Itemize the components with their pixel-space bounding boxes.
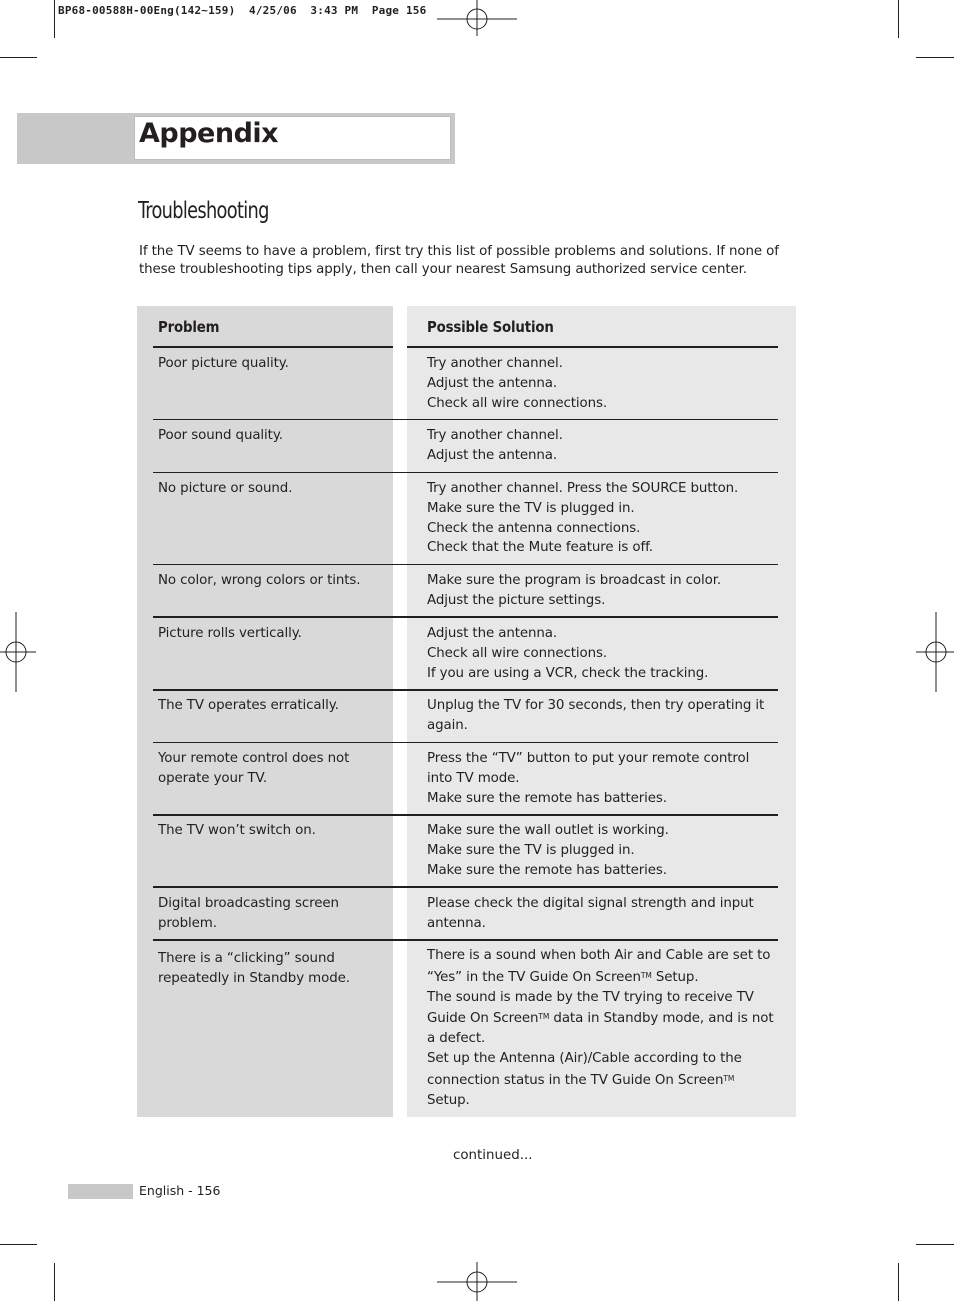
solution-line: Unplug the TV for 30 seconds, then try operating it	[427, 698, 765, 713]
solution-line: a defect.	[427, 1031, 486, 1047]
table-row-problem	[158, 749, 378, 789]
problem-line: problem.	[158, 915, 217, 931]
continued-note: continued...	[453, 1148, 533, 1163]
table-row-solution	[427, 571, 779, 611]
intro-paragraph: If the TV seems to have a problem, first try this list of possible problems and solutions. If none of these troubleshooting tips apply, then call your nearest Samsung authorized service center.	[139, 244, 779, 277]
problem-line: Your remote control does not	[158, 751, 350, 766]
problem-line: No color, wrong colors or tints.	[158, 573, 361, 588]
table-row-solution	[427, 696, 779, 736]
problem-line: repeatedly in Standby mode.	[158, 970, 350, 986]
crop-mark-top-right-v	[898, 0, 899, 38]
solution-line: Make sure the wall outlet is working.	[427, 823, 669, 838]
table-row-problem	[158, 426, 378, 446]
solution-line: Set up the Antenna (Air)/Cable according to the	[427, 1050, 742, 1066]
solution-line: into TV mode.	[427, 770, 520, 786]
problem-line: Digital broadcasting screen	[158, 896, 339, 911]
table-row-problem	[158, 479, 378, 499]
solution-line: Check all wire connections.	[427, 645, 608, 661]
solution-text: Guide On Screen	[427, 1011, 539, 1027]
table-row-problem	[158, 354, 378, 374]
solution-line: Adjust the antenna.	[427, 375, 558, 391]
solution-line: Make sure the TV is plugged in.	[427, 500, 635, 516]
solution-line: Adjust the picture settings.	[427, 592, 606, 608]
row-divider	[153, 564, 778, 565]
row-divider	[153, 886, 778, 888]
solution-line: The sound is made by the TV trying to receive TV	[427, 989, 754, 1005]
solution-line: Make sure the TV is plugged in.	[427, 842, 635, 858]
crop-mark-top-right-h	[916, 57, 954, 58]
table-row-solution	[427, 946, 779, 1110]
table-row-problem	[158, 624, 378, 644]
solution-line: Make sure the program is broadcast in color.	[427, 573, 722, 588]
solution-line: There is a sound when both Air and Cable are set to	[427, 948, 771, 963]
problem-line: There is a “clicking” sound	[158, 951, 335, 966]
solution-line: Check the antenna connections.	[427, 520, 641, 536]
crop-mark-top-left-h	[0, 57, 37, 58]
solution-line: antenna.	[427, 915, 486, 931]
trademark-mark: TM	[640, 970, 652, 980]
crop-mark-bottom-right-h	[916, 1244, 954, 1245]
solution-line: again.	[427, 717, 468, 733]
table-row-solution	[427, 894, 779, 934]
solution-text: “Yes” in the TV Guide On Screen	[427, 969, 641, 985]
solution-line: Try another channel.	[427, 428, 563, 443]
registration-mark-bottom-icon	[437, 1262, 517, 1301]
solution-line: Please check the digital signal strength and input	[427, 896, 754, 911]
table-row-solution	[427, 624, 779, 683]
table-row-problem	[158, 949, 378, 989]
table-row-solution	[427, 749, 779, 808]
solution-line	[427, 1007, 779, 1029]
table-row-solution	[427, 426, 779, 466]
header-rule-right	[407, 346, 778, 348]
row-divider	[153, 689, 778, 691]
table-row-solution	[427, 354, 779, 413]
problem-header: Problem	[158, 318, 220, 336]
footer-bar	[68, 1184, 133, 1199]
solution-line: Make sure the remote has batteries.	[427, 790, 667, 806]
solution-line: Check all wire connections.	[427, 395, 608, 411]
row-divider	[153, 616, 778, 618]
crop-mark-bottom-left-v	[54, 1263, 55, 1301]
solution-header: Possible Solution	[427, 318, 554, 336]
problem-line: Poor picture quality.	[158, 356, 289, 371]
solution-line: Press the “TV” button to put your remote control	[427, 751, 750, 766]
crop-mark-bottom-right-v	[898, 1263, 899, 1301]
problem-line: operate your TV.	[158, 770, 268, 786]
solution-line: Try another channel. Press the SOURCE button.	[427, 481, 739, 496]
header-rule-left	[153, 346, 393, 348]
page-number: English - 156	[139, 1183, 221, 1198]
row-divider	[153, 742, 778, 743]
crop-mark-top-left-v	[54, 0, 55, 38]
table-row-solution	[427, 821, 779, 880]
registration-mark-top-icon	[437, 0, 517, 36]
solution-line: Make sure the remote has batteries.	[427, 862, 667, 878]
solution-line: Adjust the antenna.	[427, 447, 558, 463]
row-divider	[153, 419, 778, 420]
solution-line: Adjust the antenna.	[427, 626, 558, 641]
row-divider	[153, 939, 778, 941]
problem-line: Poor sound quality.	[158, 428, 283, 443]
registration-mark-right-icon	[916, 612, 954, 692]
section-title: Troubleshooting	[138, 198, 269, 224]
solution-line: Try another channel.	[427, 356, 563, 371]
problem-line: The TV operates erratically.	[158, 698, 339, 713]
row-divider	[153, 472, 778, 473]
solution-line: If you are using a VCR, check the tracking.	[427, 665, 709, 681]
solution-text: data in Standby mode, and is not	[549, 1011, 774, 1027]
table-row-problem	[158, 696, 378, 716]
problem-line: No picture or sound.	[158, 481, 293, 496]
page-title: Appendix	[139, 118, 279, 149]
trademark-mark: TM	[723, 1073, 735, 1083]
table-row-problem	[158, 821, 378, 841]
solution-text: connection status in the TV Guide On Screen	[427, 1072, 724, 1088]
table-row-solution	[427, 479, 779, 558]
problem-line: The TV won’t switch on.	[158, 823, 316, 838]
solution-line: Check that the Mute feature is off.	[427, 540, 653, 556]
problem-line: Picture rolls vertically.	[158, 626, 302, 641]
table-row-problem	[158, 571, 378, 591]
solution-line	[427, 1069, 779, 1111]
solution-text: Setup.	[651, 969, 699, 985]
crop-mark-bottom-left-h	[0, 1244, 37, 1245]
table-row-problem	[158, 894, 378, 934]
print-slug: BP68-00588H-00Eng(142~159) 4/25/06 3:43 PM Page 156	[58, 4, 427, 17]
registration-mark-left-icon	[0, 612, 36, 692]
trademark-mark: TM	[538, 1012, 550, 1022]
solution-line	[427, 966, 779, 988]
row-divider	[153, 814, 778, 816]
solution-text: Setup.	[427, 1092, 470, 1108]
